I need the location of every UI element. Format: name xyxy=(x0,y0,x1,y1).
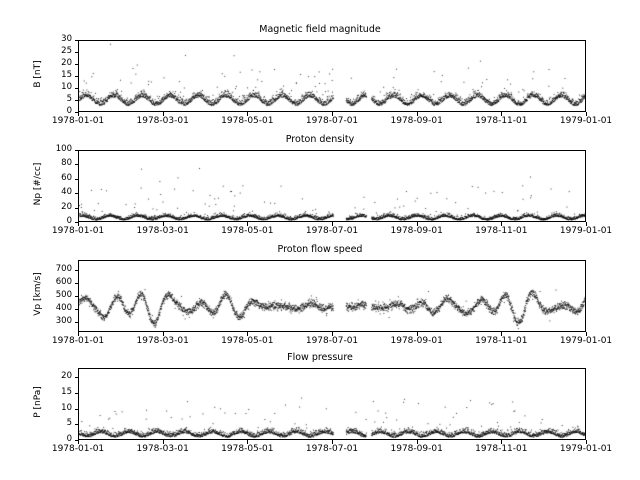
x-tick-label: 1978-09-01 xyxy=(390,444,443,454)
x-tick-label: 1978-05-01 xyxy=(221,116,274,126)
x-tick-label: 1978-05-01 xyxy=(221,444,274,454)
x-tick-label: 1978-03-01 xyxy=(136,336,189,346)
y-tick-label: 400 xyxy=(55,302,72,313)
y-tick-label: 600 xyxy=(55,277,72,288)
x-tick-label: 1978-11-01 xyxy=(475,336,528,346)
panel-title: Magnetic field magnitude xyxy=(259,24,381,35)
x-tick-mark xyxy=(586,440,587,444)
x-tick-label: 1978-01-01 xyxy=(51,116,105,126)
x-tick-label: 1979-01-01 xyxy=(559,226,613,236)
y-tick-label: 500 xyxy=(55,290,72,300)
x-tick-label: 1978-03-01 xyxy=(136,226,189,236)
x-tick-label: 1978-07-01 xyxy=(305,444,359,454)
y-tick-mark xyxy=(75,424,79,425)
x-tick-label: 1978-01-01 xyxy=(51,336,105,346)
y-tick-label: 20 xyxy=(61,58,72,68)
x-tick-label: 1978-11-01 xyxy=(475,444,528,454)
data-series-P xyxy=(79,369,586,440)
x-tick-label: 1979-01-01 xyxy=(559,444,613,454)
y-tick-mark xyxy=(75,393,79,394)
x-tick-mark xyxy=(332,440,333,444)
x-tick-label: 1978-11-01 xyxy=(475,116,528,126)
x-tick-mark xyxy=(78,440,79,444)
x-tick-mark xyxy=(247,440,248,444)
y-tick-mark xyxy=(75,377,79,378)
y-axis-label: Vp [km/s] xyxy=(33,272,43,316)
x-tick-label: 1978-07-01 xyxy=(305,226,359,236)
x-tick-label: 1978-05-01 xyxy=(221,226,274,236)
x-tick-mark xyxy=(163,440,164,444)
y-tick-mark xyxy=(75,409,79,410)
y-tick-label: 60 xyxy=(61,172,72,183)
x-tick-mark xyxy=(501,440,502,444)
y-tick-label: 10 xyxy=(61,82,72,92)
x-tick-label: 1978-07-01 xyxy=(305,336,359,346)
x-tick-label: 1978-09-01 xyxy=(390,116,443,126)
x-tick-label: 1978-09-01 xyxy=(390,336,443,346)
y-axis-label: Np [#/cc] xyxy=(33,162,43,206)
y-tick-label: 30 xyxy=(61,34,72,44)
x-tick-label: 1978-03-01 xyxy=(136,444,189,454)
y-tick-label: 5 xyxy=(66,94,72,104)
y-tick-label: 300 xyxy=(55,315,72,326)
y-tick-label: 15 xyxy=(61,70,72,80)
y-tick-label: 25 xyxy=(61,46,72,56)
y-tick-label: 40 xyxy=(61,187,72,198)
panel-title: Proton flow speed xyxy=(277,244,363,255)
x-tick-mark xyxy=(417,440,418,444)
y-axis-label: B [nT] xyxy=(33,60,43,88)
y-axis-label: P [nPa] xyxy=(33,386,43,418)
panel-title: Proton density xyxy=(285,134,355,145)
panel-title: Flow pressure xyxy=(287,352,353,363)
x-tick-label: 1978-03-01 xyxy=(136,116,189,126)
y-tick-label: 15 xyxy=(61,387,72,398)
x-tick-label: 1979-01-01 xyxy=(559,336,613,346)
y-tick-label: 20 xyxy=(61,371,72,382)
plot-area xyxy=(78,368,586,440)
y-tick-label: 0 xyxy=(66,106,72,116)
x-tick-label: 1978-01-01 xyxy=(51,226,105,236)
y-tick-label: 20 xyxy=(61,201,72,212)
x-tick-label: 1978-01-01 xyxy=(51,444,105,454)
x-tick-label: 1979-01-01 xyxy=(559,116,613,126)
x-tick-label: 1978-09-01 xyxy=(390,226,443,236)
y-tick-label: 100 xyxy=(55,144,72,154)
y-tick-label: 10 xyxy=(61,402,72,413)
y-tick-label: 700 xyxy=(55,264,72,275)
y-tick-label: 80 xyxy=(61,158,72,169)
y-tick-label: 0 xyxy=(66,216,72,226)
x-tick-label: 1978-05-01 xyxy=(221,336,274,346)
x-tick-label: 1978-11-01 xyxy=(475,226,528,236)
x-tick-label: 1978-07-01 xyxy=(305,116,359,126)
y-tick-label: 5 xyxy=(66,418,72,429)
y-tick-label: 0 xyxy=(66,434,72,444)
